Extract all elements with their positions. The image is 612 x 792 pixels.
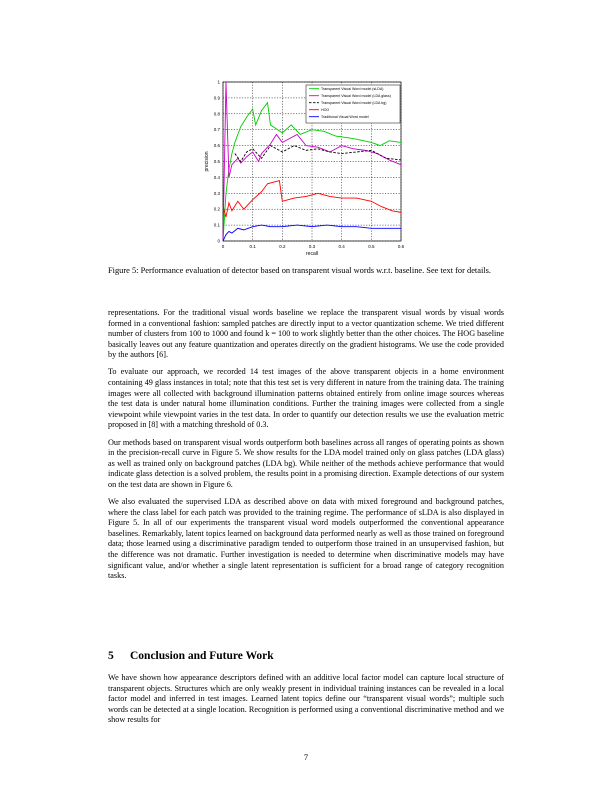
section-title: Conclusion and Future Work [130,650,274,662]
paragraph-evaluation-setup: To evaluate our approach, we recorded 14 test images of the above transparent objects in a home environment containing 49 glass instances in total; note that this test set is very different in nature from the training data. The training images were all collected with background illumination patterns obtained entirely from online image sources whereas the test data is under natural home illumination conditions. Further the training images were collected from a single viewpoint while viewpoint varies in the test data. In order to quantify our detection results we use the evaluation metric proposed in [8] with a matching threshold of 0.3. [108,367,504,430]
page-number: 7 [303,752,309,762]
paragraph-results: Our methods based on transparent visual words outperform both baselines across all ranges of operating points as shown in the precision-recall curve in Figure 5. We show results for the LDA model trained only on glass patches (LDA glass) as well as trained only on background patches (LDA bg). While neither of the methods achieve performance that would indicate glass detection is a solved problem, the results point in a promising direction. Example detections of our system on the test data are shown in Figure 6. [108,437,504,489]
legend-label-1: Transparent Visual Word model (sLDA) [321,87,384,91]
x-tick-label: 0.3 [308,244,316,249]
x-tick-label: 0 [221,244,225,249]
legend-label-5: Traditional Visual Word model [321,115,369,119]
paragraph-baselines: representations. For the traditional visual words baseline we replace the transparent visual words by visual words formed in a conventional fashion: sampled patches are directly input to a vector quantization scheme. We tried different number of clusters from 100 to 1000 and found k = 100 to work slightly better than the other choices. The HOG baseline basically leaves out any feature quantization and operates directly on the gradient histograms. We use the code provided by the authors [6]. [108,308,504,360]
y-tick-label: 0.3 [213,190,220,196]
y-tick-label: 1 [217,79,220,85]
legend-label-2: Transparent Visual Word model (LDA glass) [321,94,391,98]
x-axis-label: recall [306,251,318,256]
figure-caption: Figure 5: Performance evaluation of detector based on transparent visual words w.r.t. baseline. See text for details. [108,266,491,275]
y-tick-label: 0.1 [213,222,220,228]
y-tick-label: 0.2 [213,206,220,212]
legend-label-3: Transparent Visual Word model (LDA bg) [321,101,387,105]
precision-recall-chart [195,76,410,256]
y-tick-label: 0.4 [213,174,220,180]
x-tick-label: 0.1 [249,244,256,249]
legend-label-4: HOG [321,108,330,112]
y-tick-label: 0 [217,238,220,244]
y-tick-label: 0.5 [213,159,220,164]
y-tick-label: 0.7 [213,127,220,133]
y-tick-label: 0.6 [213,143,220,149]
y-axis-label: precision [204,151,210,172]
y-tick-label: 0.9 [213,95,220,101]
paragraph-slda: We also evaluated the supervised LDA as described above on data with mixed foreground and background patches, where the class label for each patch was provided to the training regime. The performance of sLDA is also displayed in Figure 5. In all of our experiments the transparent visual word models outperformed the conventional appearance baselines. Remarkably, latent topics learned on background data performed nearly as well as those trained on foreground data; those learned using a discriminative paradigm tended to outperform those trained in an unsupervised fashion, but the difference was not dramatic. Further investigation is needed to determine when discriminative models may have significant value, and/or whether a single latent representation is sufficient for a broad range of category recognition tasks. [108,497,504,581]
x-tick-label: 0.5 [368,244,375,249]
section-heading [108,650,274,662]
body-text [108,308,504,588]
figure-5 [195,76,410,256]
paragraph-conclusion: We have shown how appearance descriptors defined with an additive local factor model can capture local structure of transparent objects. Structures which are only weakly present in individual training instances can be revealed in a local factor model and inferred in test images. Learned latent topics define our “transparent visual words”; multiple such words can be detected at a single location. Recognition is performed using a conventional discriminative method and we show results for [108,673,504,725]
x-tick-label: 0.2 [279,244,286,249]
section-number: 5 [108,650,114,662]
y-tick-label: 0.8 [213,111,220,117]
x-tick-label: 0.4 [338,244,345,249]
x-tick-label: 0.6 [397,244,405,249]
